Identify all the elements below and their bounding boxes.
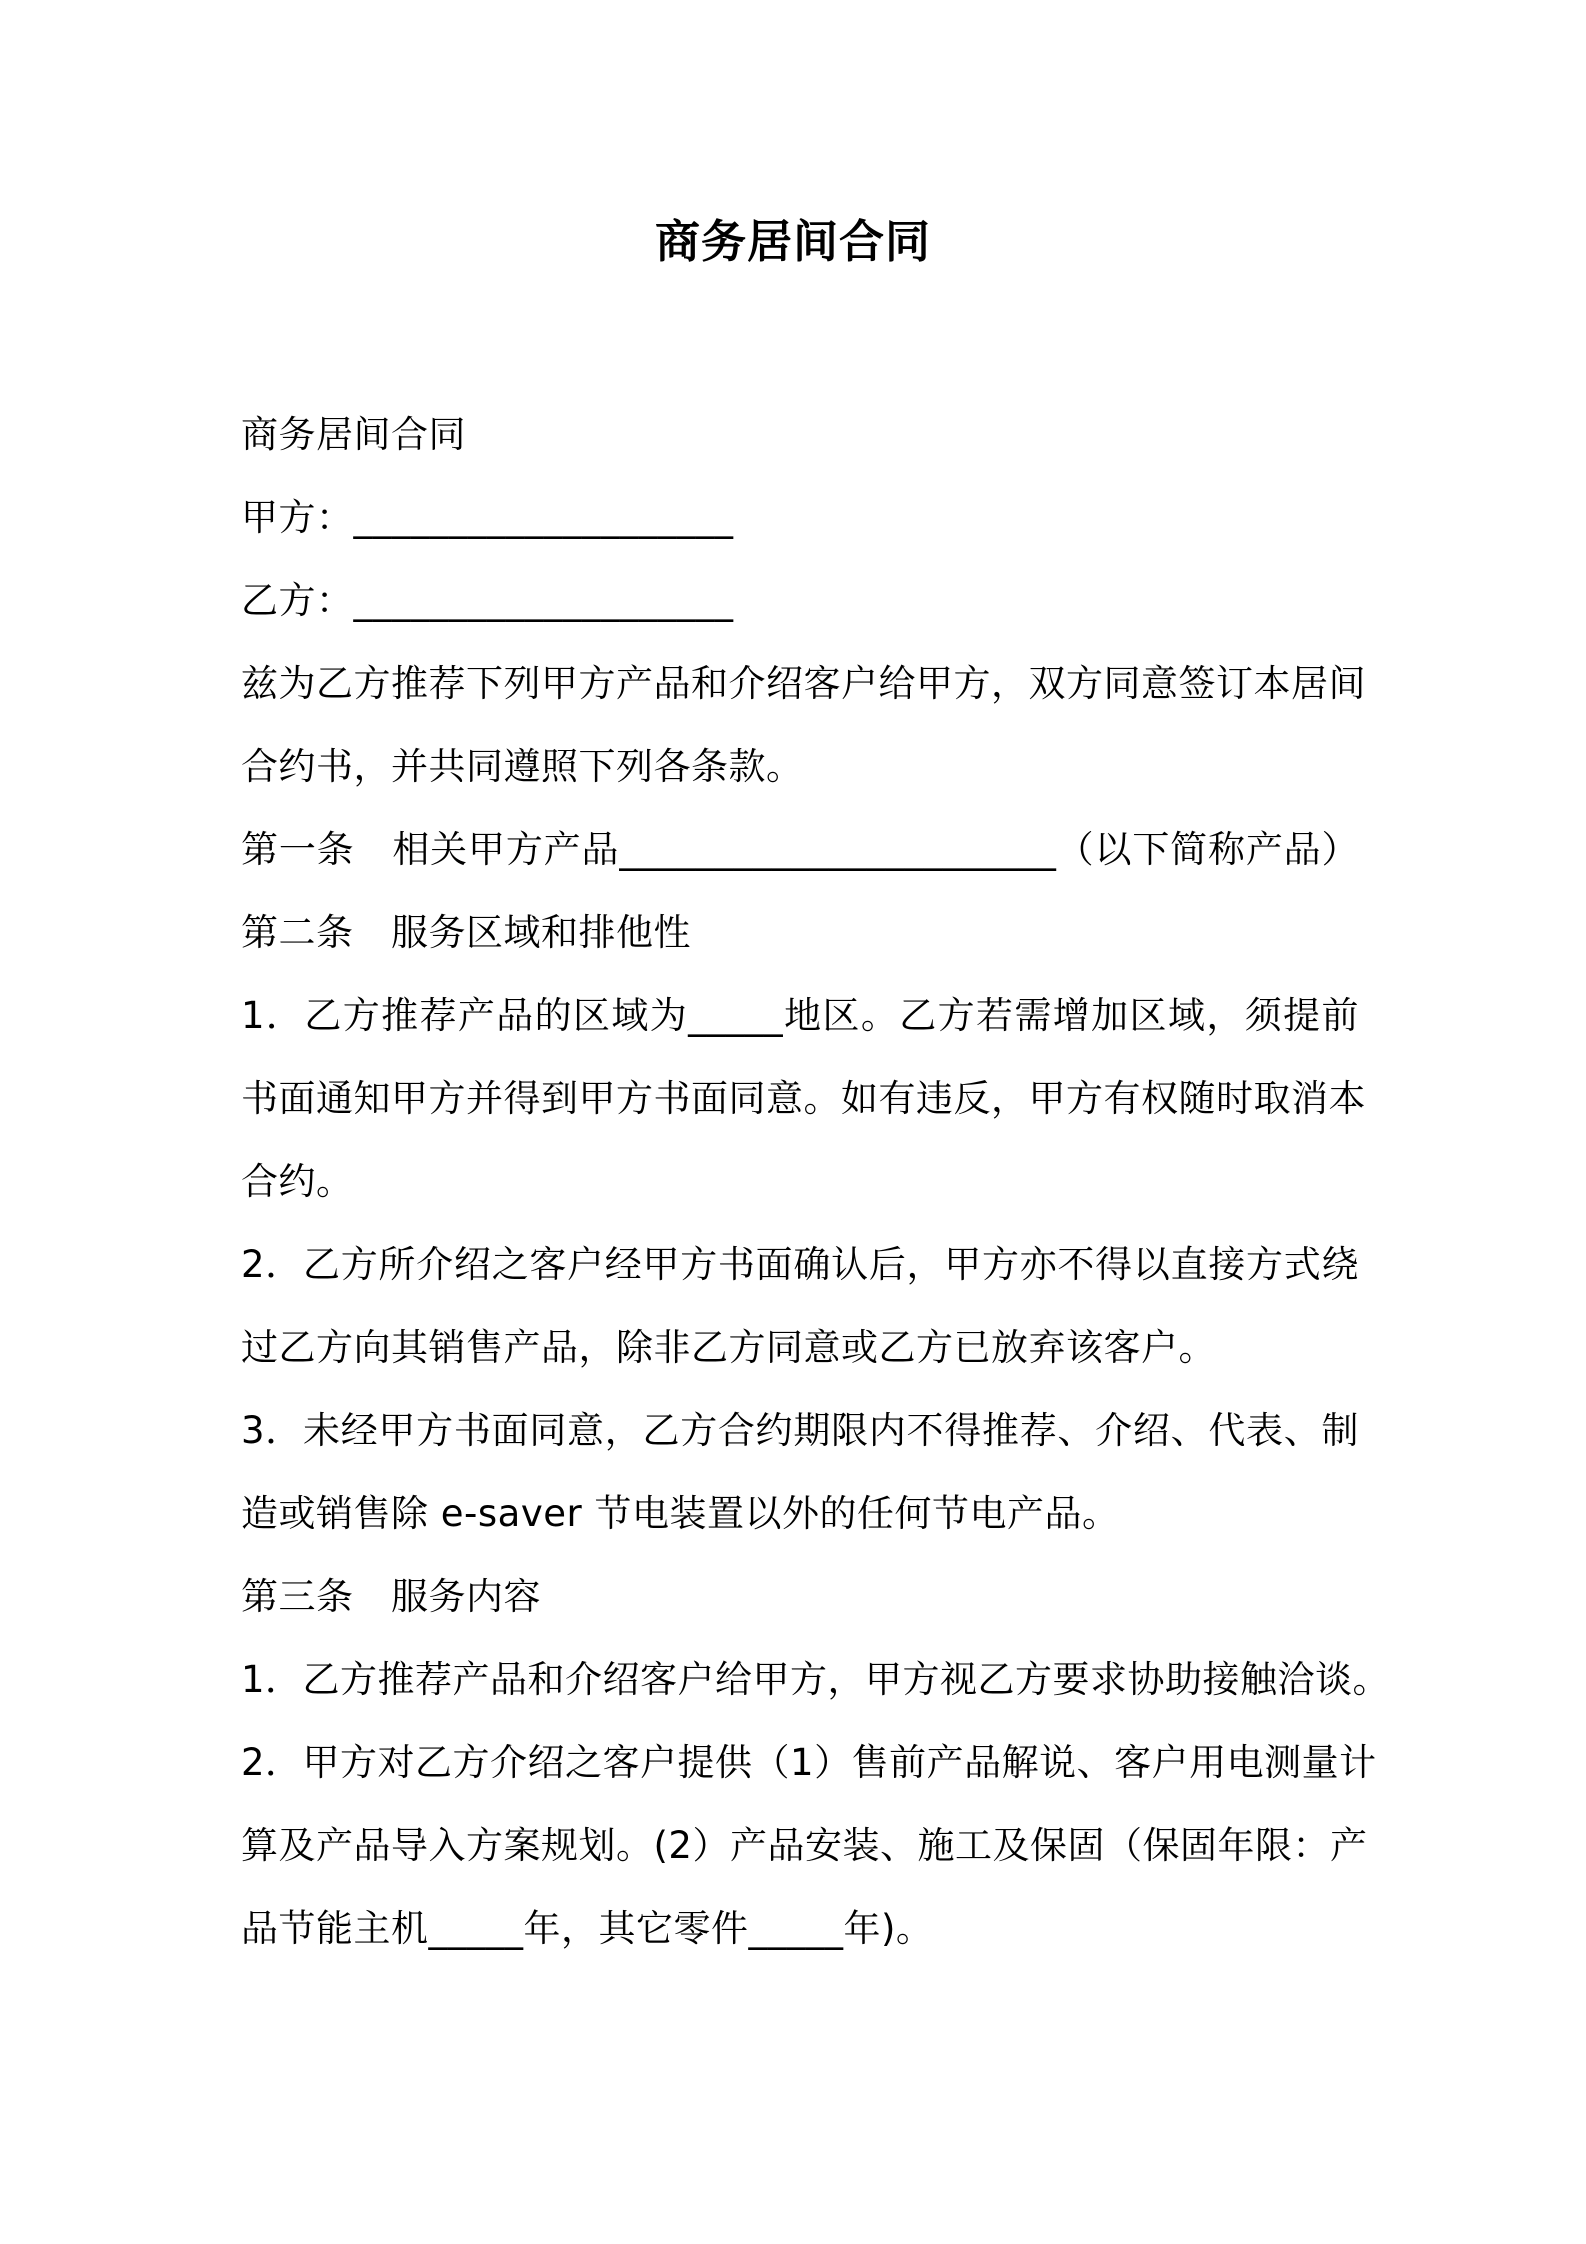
party-b-line: 乙方：____________________ xyxy=(241,579,734,622)
article-3-clause-2-line: 品节能主机_____年，其它零件_____年)。 xyxy=(241,1907,934,1950)
article-2-clause-3-line: 3．未经甲方书面同意，乙方合约期限内不得推荐、介绍、代表、制 xyxy=(241,1409,1359,1452)
article-2-clause-1-line: 合约。 xyxy=(241,1160,354,1203)
intro-paragraph-line: 合约书，并共同遵照下列各条款。 xyxy=(241,745,804,788)
article-2-clause-2-line: 2．乙方所介绍之客户经甲方书面确认后，甲方亦不得以直接方式绕 xyxy=(241,1243,1359,1286)
party-a-line: 甲方：____________________ xyxy=(241,496,734,539)
intro-paragraph-line: 兹为乙方推荐下列甲方产品和介绍客户给甲方，双方同意签订本居间 xyxy=(241,662,1366,705)
article-2-clause-1-line: 1．乙方推荐产品的区域为_____地区。乙方若需增加区域，须提前 xyxy=(241,994,1359,1037)
document-title: 商务居间合同 xyxy=(654,215,931,268)
doc-subtitle: 商务居间合同 xyxy=(241,413,466,456)
article-2-clause-2-line: 过乙方向其销售产品，除非乙方同意或乙方已放弃该客户。 xyxy=(241,1326,1216,1369)
article-1-heading: 第一条 相关甲方产品_______________________（以下简称产品） xyxy=(241,828,1359,871)
article-3-clause-2-line: 2．甲方对乙方介绍之客户提供（1）售前产品解说、客户用电测量计 xyxy=(241,1741,1377,1784)
article-2-heading: 第二条 服务区域和排他性 xyxy=(241,911,691,954)
article-3-heading: 第三条 服务内容 xyxy=(241,1575,541,1618)
article-3-clause-2-line: 算及产品导入方案规划。(2）产品安装、施工及保固（保固年限：产 xyxy=(241,1824,1368,1867)
article-3-clause-1-line: 1．乙方推荐产品和介绍客户给甲方，甲方视乙方要求协助接触洽谈。 xyxy=(241,1658,1391,1701)
article-2-clause-1-line: 书面通知甲方并得到甲方书面同意。如有违反，甲方有权随时取消本 xyxy=(241,1077,1366,1120)
article-2-clause-3-line: 造或销售除 e-saver 节电装置以外的任何节电产品。 xyxy=(241,1492,1120,1535)
